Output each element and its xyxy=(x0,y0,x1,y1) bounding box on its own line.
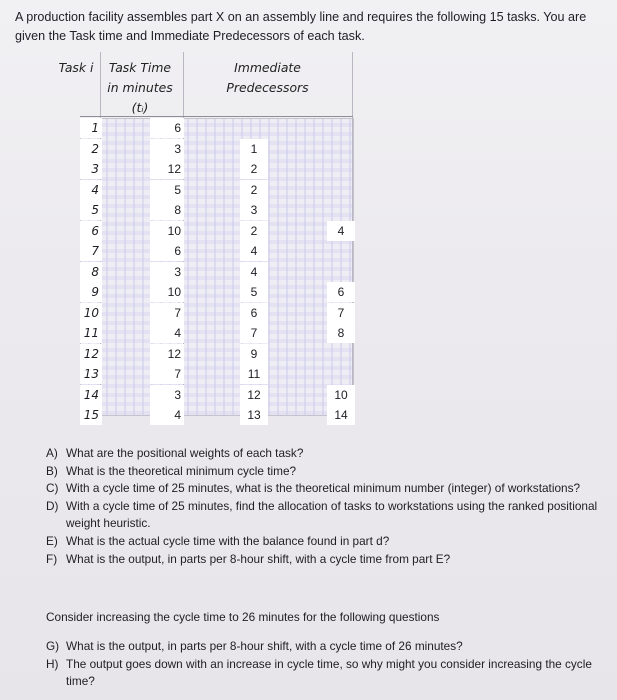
task-time: 4 xyxy=(150,323,184,343)
predecessor-1: 4 xyxy=(240,262,268,282)
question-text: What are the positional weights of each task? xyxy=(66,446,304,460)
question-item xyxy=(46,656,606,691)
task-time: 6 xyxy=(150,118,184,138)
header-task-time-line1: Task Time xyxy=(108,60,172,75)
predecessor-2: 14 xyxy=(327,405,355,425)
question-item xyxy=(46,533,606,551)
task-number: 15 xyxy=(80,405,102,425)
task-time: 12 xyxy=(150,344,184,364)
predecessor-2: 7 xyxy=(327,303,355,323)
predecessor-1: 11 xyxy=(240,364,268,384)
question-item xyxy=(46,551,606,569)
task-time: 5 xyxy=(150,180,184,200)
task-number: 7 xyxy=(80,241,102,261)
predecessor-1: 2 xyxy=(240,180,268,200)
header-pred-line1: Immediate xyxy=(234,60,301,75)
question-label: F) xyxy=(46,551,58,566)
table-background xyxy=(80,118,354,416)
question-item xyxy=(46,445,606,463)
questions-list xyxy=(46,445,606,568)
predecessor-1: 9 xyxy=(240,344,268,364)
question-item xyxy=(46,498,606,533)
header-rule xyxy=(80,116,353,117)
question-label: C) xyxy=(46,481,59,496)
task-time: 4 xyxy=(150,405,184,425)
predecessor-2: 4 xyxy=(327,221,355,241)
task-time: 10 xyxy=(150,282,184,302)
predecessor-1: 3 xyxy=(240,200,268,220)
task-number: 4 xyxy=(80,180,102,200)
predecessor-2: 6 xyxy=(327,282,355,302)
task-time: 7 xyxy=(150,303,184,323)
predecessor-1: 5 xyxy=(240,282,268,302)
predecessor-1: 7 xyxy=(240,323,268,343)
predecessor-1: 6 xyxy=(240,303,268,323)
predecessor-1: 4 xyxy=(240,241,268,261)
task-number: 12 xyxy=(80,344,102,364)
task-time: 3 xyxy=(150,262,184,282)
questions-list-2 xyxy=(46,638,606,691)
task-number: 5 xyxy=(80,200,102,220)
task-number: 9 xyxy=(80,282,102,302)
task-time: 8 xyxy=(150,200,184,220)
question-text: What is the theoretical minimum cycle time? xyxy=(66,463,297,478)
question-text: What is the actual cycle time with the balance found in part d? xyxy=(66,533,390,548)
task-number: 10 xyxy=(80,303,102,323)
predecessor-1: 2 xyxy=(240,221,268,241)
predecessor-1: 1 xyxy=(240,139,268,159)
header-task-time xyxy=(100,58,180,118)
predecessor-2: 10 xyxy=(327,385,355,405)
task-number: 1 xyxy=(80,118,102,138)
question-text: The output goes down with an increase in cycle time, so why might you consider increasing the cycle time? xyxy=(66,656,592,689)
task-number: 11 xyxy=(80,323,102,343)
task-number: 6 xyxy=(80,221,102,241)
question-text: What is the output, in parts per 8-hour shift, with a cycle time of 26 minutes? xyxy=(66,639,463,653)
header-task: Task i xyxy=(58,60,94,75)
header-task-time-line2: in minutes xyxy=(107,80,173,95)
task-time: 6 xyxy=(150,241,184,261)
question-item xyxy=(46,638,606,656)
consider-note: Consider increasing the cycle time to 26 minutes for the following questions xyxy=(46,610,440,624)
task-number: 13 xyxy=(80,364,102,384)
task-number: 14 xyxy=(80,385,102,405)
question-label: D) xyxy=(46,498,59,513)
header-predecessors xyxy=(215,58,320,98)
question-item xyxy=(46,463,606,481)
intro-paragraph: A production facility assembles part X on an assembly line and requires the following 15 tasks. You are given the Task time and Immediate Predecessors of each task. xyxy=(15,10,587,43)
predecessor-2: 8 xyxy=(327,323,355,343)
task-time: 7 xyxy=(150,364,184,384)
question-label: E) xyxy=(46,533,58,548)
question-text: With a cycle time of 25 minutes, find the allocation of tasks to workstations using the ranked positional weight heuristic. xyxy=(66,498,598,531)
task-time: 3 xyxy=(150,139,184,159)
question-label: H) xyxy=(46,656,59,671)
task-time: 12 xyxy=(150,159,184,179)
question-label: B) xyxy=(46,463,58,478)
predecessor-1: 12 xyxy=(240,385,268,405)
question-text: With a cycle time of 25 minutes, what is the theoretical minimum number (integer) of workstations? xyxy=(66,481,581,496)
task-number: 2 xyxy=(80,139,102,159)
question-label: A) xyxy=(46,446,58,460)
task-time: 3 xyxy=(150,385,184,405)
question-text: What is the output, in parts per 8-hour shift, with a cycle time from part E? xyxy=(66,551,451,566)
header-task-time-line3: (tᵢ) xyxy=(131,100,149,115)
task-number: 8 xyxy=(80,262,102,282)
question-label: G) xyxy=(46,639,60,653)
question-item xyxy=(46,480,606,498)
predecessor-1: 13 xyxy=(240,405,268,425)
predecessor-1: 2 xyxy=(240,159,268,179)
header-pred-line2: Predecessors xyxy=(226,80,309,95)
task-number: 3 xyxy=(80,159,102,179)
task-time: 10 xyxy=(150,221,184,241)
